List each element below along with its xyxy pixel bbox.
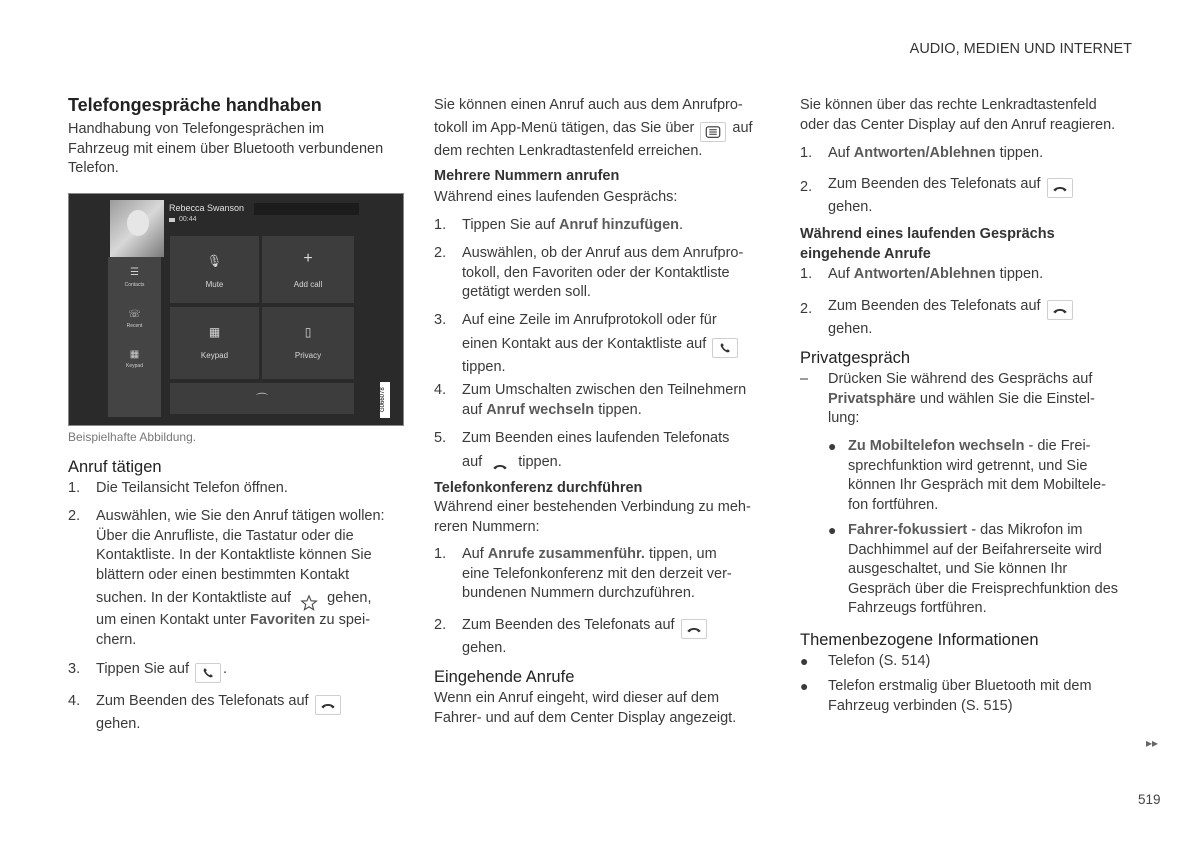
konferenz-intro: Während einer bestehenden Verbindung zu meh- reren Nummern: xyxy=(434,499,751,535)
list-item: 2. Auswählen, wie Sie den Anruf tätigen wollen: Über die Anrufliste, die Tastatur oder die Kontaktliste. In der Kontaktliste können Sie blättern oder einen bestimmten Kontakt suchen. In der Kontaktliste auf gehen, um einen Kontakt unter Favoriten zu spei- chern. xyxy=(68,508,385,648)
add-call-button[interactable]: + Add call xyxy=(262,236,354,303)
app-menu-icon xyxy=(700,122,726,142)
page-title: Telefongespräche handhaben xyxy=(68,95,322,115)
end-call-button[interactable]: ⌒ xyxy=(170,383,354,414)
mehrere-heading: Mehrere Nummern anrufen xyxy=(434,168,620,184)
konferenz-heading: Telefonkonferenz durchführen xyxy=(434,480,643,496)
phone-screen-illustration xyxy=(68,193,404,426)
end-call-icon xyxy=(681,619,707,639)
end-call-icon xyxy=(1047,300,1073,320)
continue-arrows: ▸▸ xyxy=(1146,736,1159,750)
sidebar-keypad[interactable]: Keypad xyxy=(126,363,143,369)
phone-icon xyxy=(195,663,221,683)
col2-para: Sie können einen Anruf auch aus dem Anrufpro- tokoll im App-Menü tätigen, das Sie über auf dem rechten Lenkradtastenfeld erreichen. xyxy=(434,97,753,159)
sidebar-recent[interactable]: Recent xyxy=(126,323,143,329)
end-call-icon xyxy=(1047,178,1073,198)
col3-para: Sie können über das rechte Lenkradtastenfeld oder das Center Display auf den Anruf reagieren. xyxy=(800,97,1116,133)
contact-photo xyxy=(110,200,164,257)
section-header: AUDIO, MEDIEN UND INTERNET xyxy=(909,41,1132,57)
intro-text: Handhabung von Telefongesprächen im Fahrzeug mit einem über Bluetooth verbundenen Telefon. xyxy=(68,121,384,177)
sidebar-contacts[interactable]: Contacts xyxy=(124,282,145,288)
privat-heading: Privatgespräch xyxy=(800,349,911,367)
end-call-icon xyxy=(488,457,512,475)
page-number: 519 xyxy=(1138,792,1161,807)
mute-button[interactable]: 🎙 Mute xyxy=(170,236,259,303)
phone-sidebar: ☰ Contacts ☏ Recent ▦ Keypad xyxy=(108,257,161,417)
call-timer: 00:44 xyxy=(179,216,197,223)
image-code: G066078 xyxy=(380,382,390,418)
caller-name: Rebecca Swanson xyxy=(169,203,245,213)
eingehende-text: Wenn ein Anruf eingeht, wird dieser auf dem Fahrer- und auf dem Center Display angezeigt. xyxy=(434,690,737,726)
end-call-icon xyxy=(315,695,341,715)
eingehende-heading: Eingehende Anrufe xyxy=(434,668,575,686)
privacy-button[interactable]: ▯ Privacy xyxy=(262,307,354,379)
anruf-heading: Anruf tätigen xyxy=(68,458,162,476)
mehrere-intro: Während eines laufenden Gesprächs: xyxy=(434,189,678,205)
keypad-button[interactable]: ▦ Keypad xyxy=(170,307,259,379)
star-icon xyxy=(297,593,321,611)
image-caption: Beispielhafte Abbildung. xyxy=(68,430,197,444)
phone-icon xyxy=(712,338,738,358)
themen-heading: Themenbezogene Informationen xyxy=(800,631,1039,649)
waehrend-heading: Während eines laufenden Gesprächs eingehende Anrufe xyxy=(800,226,1055,262)
